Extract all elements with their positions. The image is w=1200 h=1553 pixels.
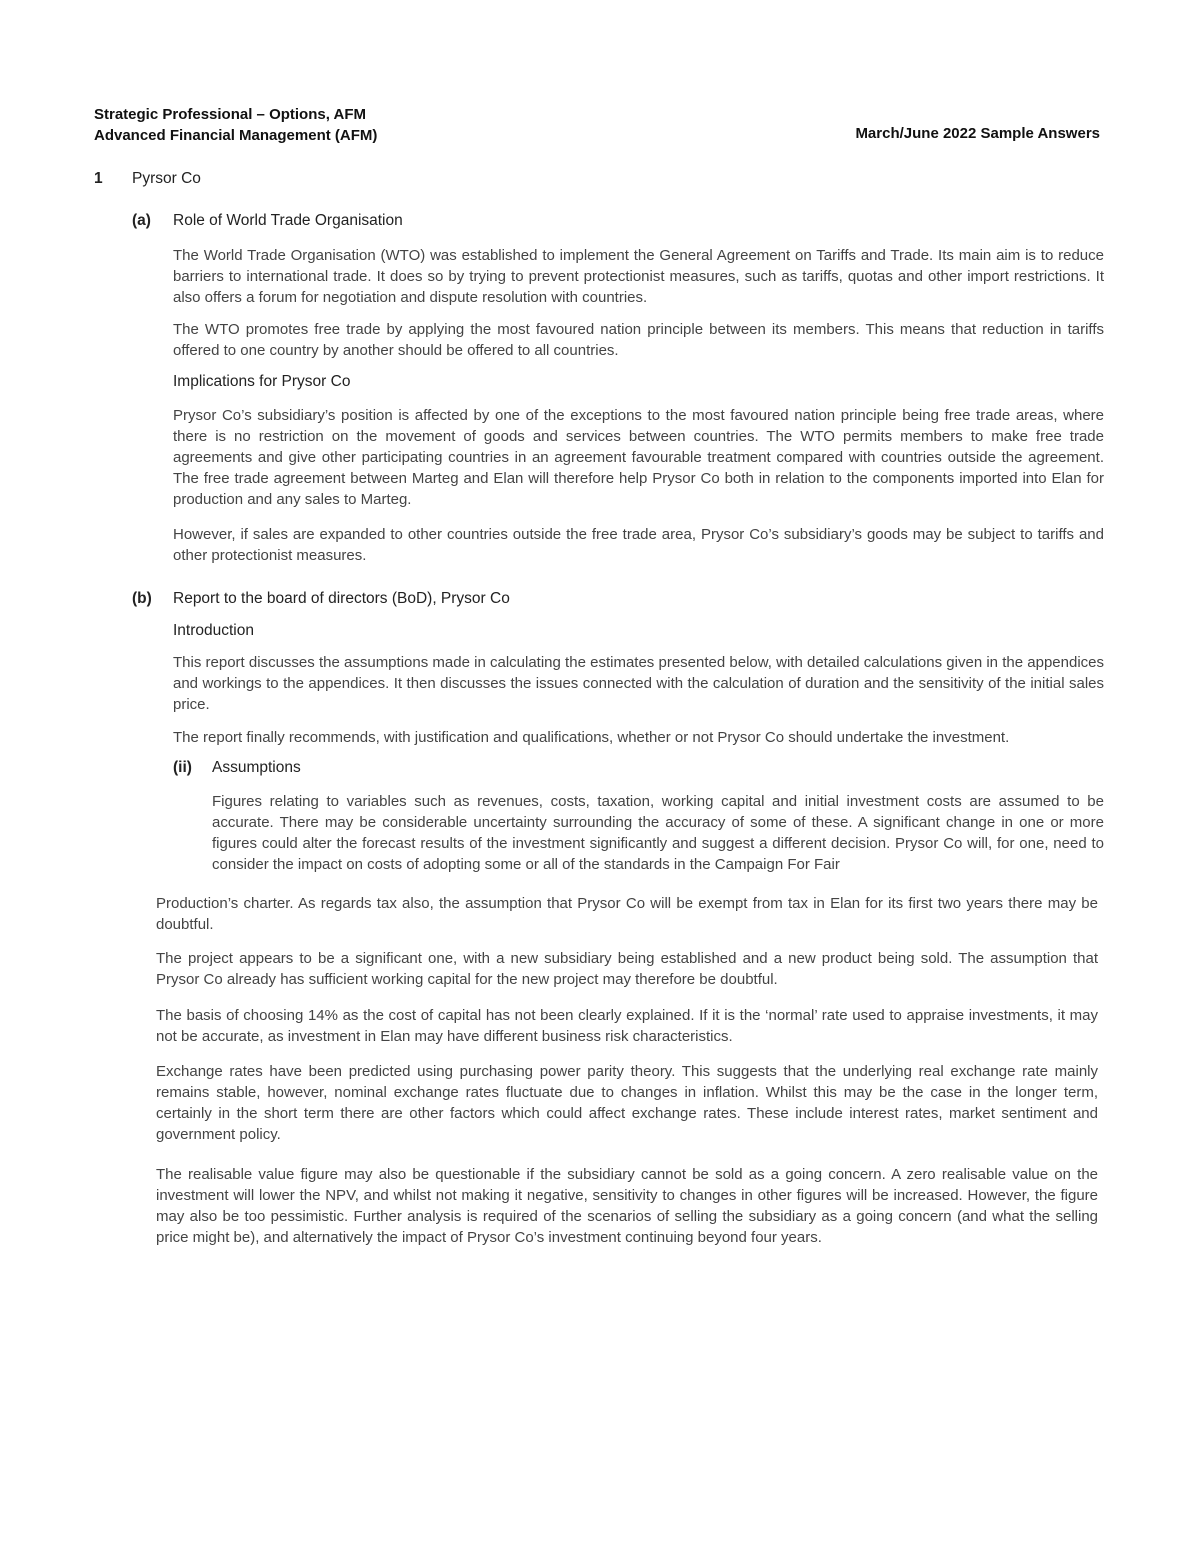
question-number: 1 [94,170,103,187]
part-b-label: (b) [132,590,152,607]
continued-paragraph: The basis of choosing 14% as the cost of capital has not been clearly explained. If it is the ‘normal’ rate used to appraise investments, it may not be accurate, as investment in Elan may have different business risk characteristics. [156,1007,1098,1045]
continued-paragraph: The realisable value figure may also be questionable if the subsidiary cannot be sold as a going concern. A zero realisable value on the investment will lower the NPV, and whilst not making it negative, sensitivity to changes in other figures will be increased. However, the figure may also be too pessimistic. Further analysis is required of the scenarios of selling the subsidiary as a going concern (and what the selling price might be), and alternatively the impact of Prysor Co’s investment continuing beyond four years. [156,1166,1098,1246]
header-exam-title: Advanced Financial Management (AFM) [94,127,378,144]
implications-heading: Implications for Prysor Co [173,373,351,390]
header-session: March/June 2022 Sample Answers [855,125,1100,142]
continued-paragraph: The project appears to be a significant one, with a new subsidiary being established and a new product being sold. The assumption that Prysor Co already has sufficient working capital for the new project may therefore be doubtful. [156,950,1098,988]
part-a-title: Role of World Trade Organisation [173,212,403,229]
document-header [94,104,377,146]
part-b-title: Report to the board of directors (BoD), Prysor Co [173,590,510,607]
implications-paragraph: Prysor Co’s subsidiary’s position is affected by one of the exceptions to the most favoured nation principle being free trade areas, where there is no restriction on the movement of goods and services between countries. The WTO permits members to make free trade agreements and give other participating countries in an agreement favourable treatment compared with countries outside the agreement. The free trade agreement between Marteg and Elan will therefore help Prysor Co both in relation to the components imported into Elan for production and any sales to Marteg. [173,407,1104,508]
question-title: Pyrsor Co [132,170,201,187]
part-a-paragraph: The WTO promotes free trade by applying the most favoured nation principle between its members. This means that reduction in tariffs offered to one country by another should be offered to all countries. [173,321,1104,359]
part-a-paragraph: The World Trade Organisation (WTO) was established to implement the General Agreement on Tariffs and Trade. Its main aim is to reduce barriers to international trade. It does so by trying to prevent protectionist measures, such as tariffs, quotas and other import restrictions. It also offers a forum for negotiation and dispute resolution with countries. [173,247,1104,306]
subpart-ii-label: (ii) [173,759,192,776]
introduction-paragraph: This report discusses the assumptions made in calculating the estimates presented below, with detailed calculations given in the appendices and workings to the appendices. It then discusses the issues connected with the calculation of duration and the sensitivity of the initial sales price. [173,654,1104,713]
continued-paragraph: Exchange rates have been predicted using purchasing power parity theory. This suggests that the underlying real exchange rate mainly remains stable, however, nominal exchange rates fluctuate due to changes in inflation. Whilst this may be the case in the longer term, certainly in the short term there are other factors which could affect exchange rates. These include interest rates, market sentiment and government policy. [156,1063,1098,1143]
header-paper-title: Strategic Professional – Options, AFM [94,106,366,123]
introduction-heading: Introduction [173,622,254,639]
introduction-paragraph: The report finally recommends, with justification and qualifications, whether or not Prysor Co should undertake the investment. [173,729,1010,746]
subpart-ii-title: Assumptions [212,759,301,776]
implications-paragraph: However, if sales are expanded to other countries outside the free trade area, Prysor Co’s subsidiary’s goods may be subject to tariffs and other protectionist measures. [173,526,1104,564]
assumptions-paragraph: Figures relating to variables such as revenues, costs, taxation, working capital and initial investment costs are assumed to be accurate. There may be considerable uncertainty surrounding the accuracy of some of these. A significant change in one or more figures could alter the forecast results of the investment significantly and suggest a different decision. Prysor Co will, for one, need to consider the impact on costs of adopting some or all of the standards in the Campaign For Fair [212,793,1104,873]
part-a-label: (a) [132,212,151,229]
continued-paragraph: Production’s charter. As regards tax also, the assumption that Prysor Co will be exempt from tax in Elan for its first two years there may be doubtful. [156,895,1098,933]
